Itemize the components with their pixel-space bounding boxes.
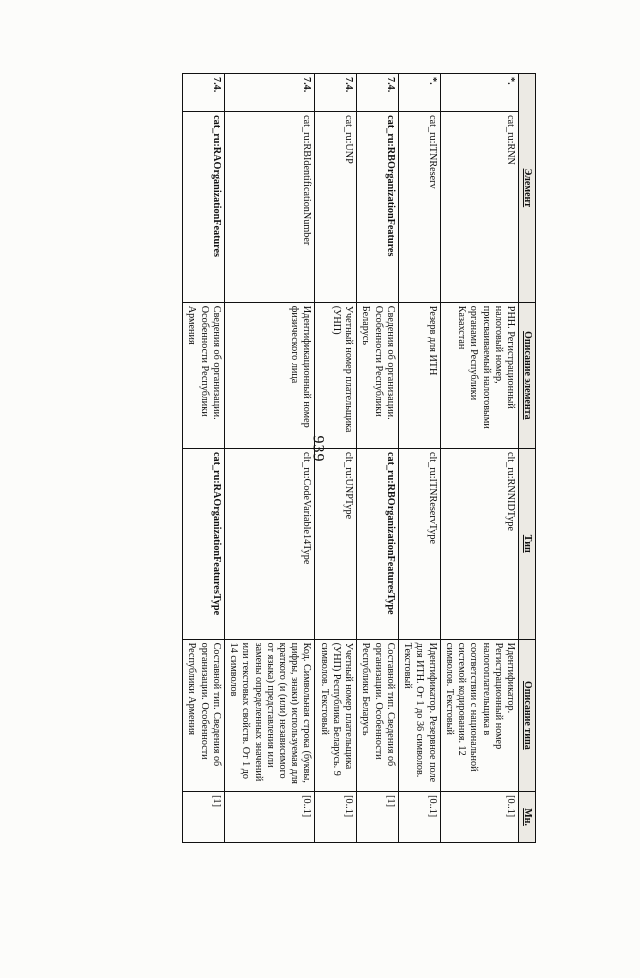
header-type-description: Описание типа xyxy=(519,639,536,792)
row-number: *. xyxy=(398,74,440,112)
row-number: 7.4. xyxy=(315,74,357,112)
table-header-row xyxy=(519,74,536,843)
row-type-description: Идентификатор. Резервное поле для ИТН. От 1 до 36 символов. Текстовый xyxy=(398,639,440,792)
row-element-description: Сведения об организации. Особенности Республики Беларусь xyxy=(357,302,399,448)
row-multiplicity: [0..1] xyxy=(224,792,315,843)
header-element-description: Описание элемента xyxy=(519,302,536,448)
row-multiplicity: [0..1] xyxy=(315,792,357,843)
row-number: 7.4. xyxy=(357,74,399,112)
row-type: clt_ru:UNPType xyxy=(315,448,357,639)
table-row xyxy=(440,74,518,843)
row-element: cat_ru:RBIdentificationNumber xyxy=(224,112,315,303)
header-type: Тип xyxy=(519,448,536,639)
row-multiplicity: [0..1] xyxy=(398,792,440,843)
table-row xyxy=(398,74,440,843)
page-number: 939 xyxy=(309,435,327,463)
row-multiplicity: [1] xyxy=(357,792,399,843)
header-element: Элемент xyxy=(519,74,536,303)
row-element-description: Идентификационный номер физического лица xyxy=(224,302,315,448)
row-element: cat_ru:RNN xyxy=(440,112,518,303)
row-element-description: РНН. Регистрационный налоговый номер, присваиваемый налоговыми органами Республики Казахстан xyxy=(440,302,518,448)
row-element-description: Учетный номер плательщика (УНП) xyxy=(315,302,357,448)
row-element: cat_ru:UNP xyxy=(315,112,357,303)
row-type: cat_ru:RBOrganizationFeaturesType xyxy=(357,448,399,639)
row-element: cat_ru:RAOrganizationFeatures xyxy=(183,112,225,303)
table-row xyxy=(357,74,399,843)
row-type-description: Идентификатор. Регистрационный номер налогоплательщика в соответствии с национальной системой кодирования. 12 символов. Текстовый xyxy=(440,639,518,792)
row-element-description: Резерв для ИТН xyxy=(398,302,440,448)
row-multiplicity: [1] xyxy=(183,792,225,843)
row-element: cat_ru:ITNReserv xyxy=(398,112,440,303)
table-row xyxy=(224,74,315,843)
row-number: 7.4. xyxy=(224,74,315,112)
row-type: cat_ru:RAOrganizationFeaturesType xyxy=(183,448,225,639)
row-type: clt_ru:RNNIDType xyxy=(440,448,518,639)
row-type-description: Составной тип. Сведения об организации. Особенности Республики Армения xyxy=(183,639,225,792)
row-element-description: Сведения об организации. Особенности Республики Армения xyxy=(183,302,225,448)
spec-table-wrapper xyxy=(182,73,536,978)
row-element: cat_ru:RBOrganizationFeatures xyxy=(357,112,399,303)
row-number: *. xyxy=(440,74,518,112)
header-multiplicity: Мн. xyxy=(519,792,536,843)
spec-table xyxy=(182,73,536,843)
row-type-description: Составной тип. Сведения об организации. Особенности Республики Беларусь xyxy=(357,639,399,792)
row-type-description: Код. Символьная строка (буквы, цифры, знаки) используемая для краткого (и (или) независимого от языка) представления или замены определенных значений или текстовых свойств. От 1 до 14 символов xyxy=(224,639,315,792)
row-type: clt_ru:CodeVariable14Type xyxy=(224,448,315,639)
row-multiplicity: [0..1] xyxy=(440,792,518,843)
row-number: 7.4. xyxy=(183,74,225,112)
table-row xyxy=(315,74,357,843)
row-type-description: Учетный номер плательщика (УНП) Республика Беларусь. 9 символов. Текстовый xyxy=(315,639,357,792)
table-row xyxy=(183,74,225,843)
row-type: clt_ru:ITNReservType xyxy=(398,448,440,639)
